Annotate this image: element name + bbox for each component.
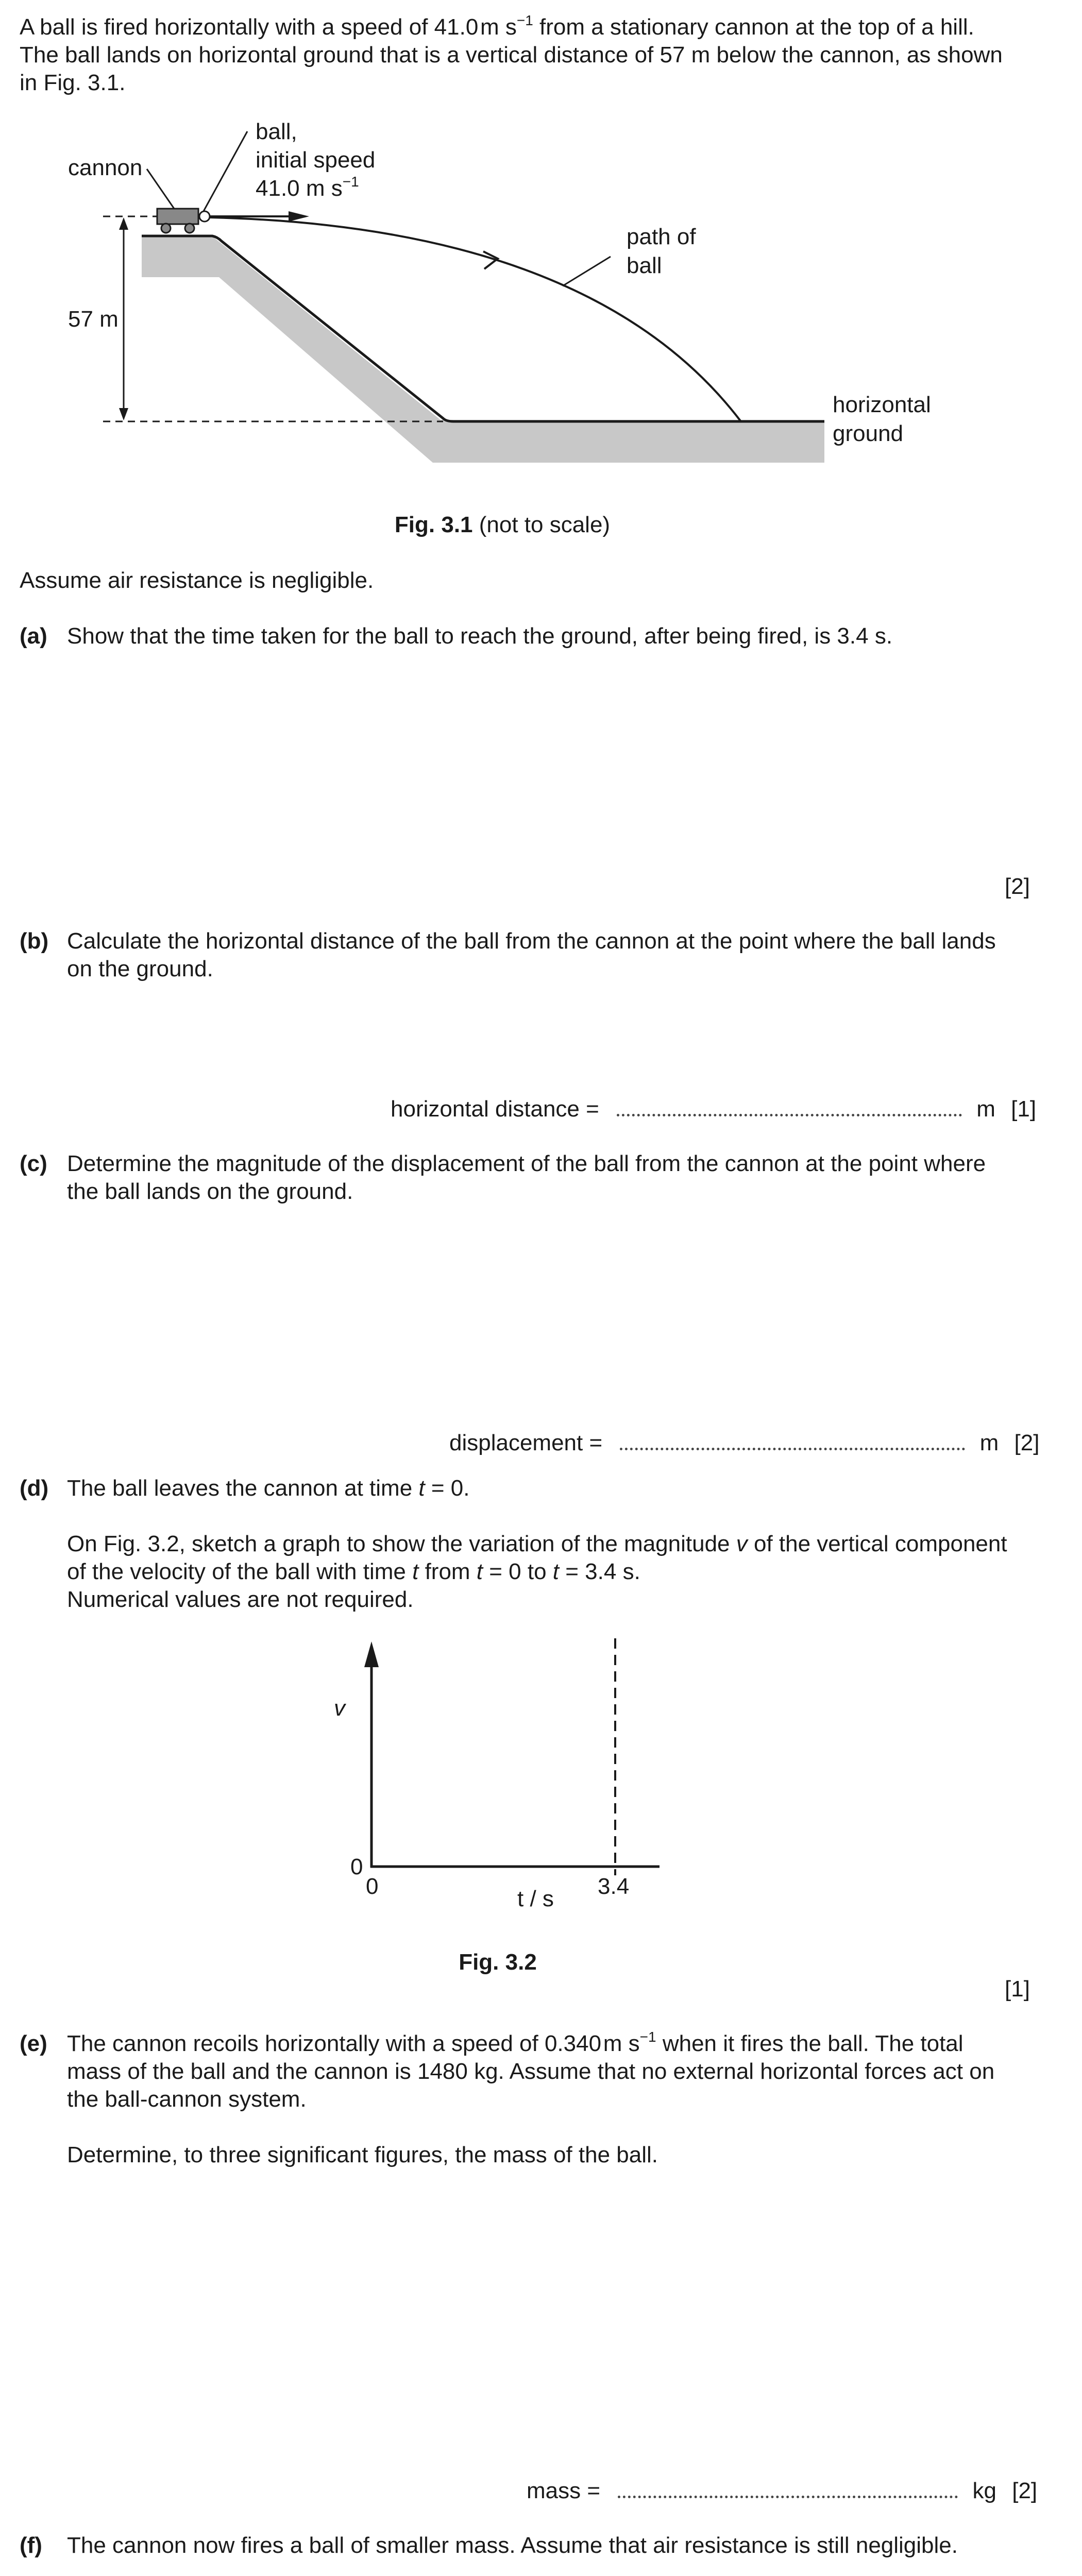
label-ball: ball, [256, 119, 297, 144]
speed-value: 41.0 m s [256, 176, 343, 201]
qc-line-2: the ball lands on the ground. [67, 1179, 353, 1204]
fig-3-1-caption-rest: (not to scale) [472, 512, 611, 537]
qe-answer-line[interactable] [618, 2478, 958, 2498]
qe-l1b: when it fires the ball. The total [656, 2031, 963, 2056]
fig32-y-arrow [364, 1641, 379, 1667]
qe-answer-row [527, 2477, 1037, 2505]
qb-unit: m [976, 1096, 995, 1122]
qd-t-2: t [412, 1559, 419, 1584]
fig32-y0: 0 [350, 1854, 363, 1879]
intro-line-1-b: from a stationary cannon at the top of a hill. [533, 14, 974, 40]
qd-p4: from [418, 1559, 477, 1584]
fig32-xlabel [517, 1886, 554, 1911]
qa-marks: [2] [1005, 874, 1030, 899]
intro-line-2: The ball lands on horizontal ground that is a vertical distance of 57 m below the cannon, as shown [20, 42, 1003, 67]
speed-sup: −1 [342, 174, 359, 190]
qd-l1b: = 0. [425, 1476, 470, 1501]
intro-unit: m s [480, 14, 517, 40]
fig32-x-mark: 3.4 [598, 1874, 630, 1899]
qc-answer-label: displacement = [449, 1430, 603, 1455]
qf-line-1: The cannon now fires a ball of smaller mass. Assume that air resistance is still negligible. [67, 2533, 958, 2558]
qe-label: (e) [20, 2031, 47, 2056]
qd-v: v [736, 1531, 748, 1556]
qa-text: Show that the time taken for the ball to reach the ground, after being fired, is 3.4 s. [67, 623, 893, 649]
fig32-xlabel-text: t / s [517, 1886, 554, 1911]
qd-l1a: The ball leaves the cannon at time [67, 1476, 419, 1501]
qd-p3: of the velocity of the ball with time [67, 1559, 413, 1584]
qe-line-4: Determine, to three significant figures, the mass of the ball. [67, 2142, 658, 2167]
qe-unit-sup: −1 [639, 2029, 656, 2045]
qd-para-line-3: Numerical values are not required. [67, 1587, 414, 1612]
label-ground-2: ground [833, 421, 904, 446]
label-height: 57 m [68, 307, 119, 332]
label-ground-1: horizontal [833, 392, 931, 417]
label-initial-speed: initial speed [256, 147, 376, 173]
qe-line-1 [67, 2030, 963, 2058]
qd-p2: of the vertical component [747, 1531, 1007, 1556]
fig32-x0: 0 [366, 1874, 379, 1899]
intro-unit-sup: −1 [516, 12, 533, 28]
qb-line-1: Calculate the horizontal distance of the ball from the cannon at the point where the ball lands [67, 928, 996, 954]
label-path-1: path of [627, 224, 696, 249]
qb-label: (b) [20, 928, 49, 954]
intro-line-3: in Fig. 3.1. [20, 70, 126, 95]
qd-p1: On Fig. 3.2, sketch a graph to show the variation of the magnitude [67, 1531, 736, 1556]
fig-3-1-caption-bold: Fig. 3.1 [394, 512, 473, 537]
qe-answer-label: mass = [527, 2478, 601, 2503]
qd-t-4: t [552, 1559, 560, 1584]
qd-p6: = 3.4 s. [559, 1559, 640, 1584]
qe-line-3: the ball-cannon system. [67, 2087, 307, 2112]
qc-marks: [2] [1014, 1430, 1040, 1455]
qe-marks: [2] [1012, 2478, 1038, 2503]
qb-marks: [1] [1011, 1096, 1037, 1122]
qd-marks: [1] [1005, 1976, 1030, 2002]
intro-line-1-a: A ball is fired horizontally with a speed of 41.0 [20, 14, 479, 40]
label-cannon: cannon [68, 155, 143, 180]
qc-line-1: Determine the magnitude of the displacement of the ball from the cannon at the point where [67, 1151, 986, 1176]
qe-unit-ms: m s [603, 2031, 640, 2056]
qd-p5: = 0 to [483, 1559, 553, 1584]
qa-label: (a) [20, 623, 47, 649]
qc-unit: m [979, 1430, 999, 1455]
qc-label: (c) [20, 1151, 47, 1176]
qe-line-2: mass of the ball and the cannon is 1480 kg. Assume that no external horizontal forces act on [67, 2059, 995, 2084]
assume-text: Assume air resistance is negligible. [20, 568, 374, 593]
qb-line-2: on the ground. [67, 956, 213, 981]
qe-l1a: The cannon recoils horizontally with a speed of 0.340 [67, 2031, 602, 2056]
qe-unit: kg [972, 2478, 996, 2503]
fig32-ylabel: v [334, 1696, 345, 1721]
label-path-2: ball [627, 253, 662, 278]
qf-label: (f) [20, 2533, 42, 2558]
qd-t-3: t [476, 1559, 483, 1584]
qb-answer-label: horizontal distance = [391, 1096, 599, 1122]
qd-label: (d) [20, 1476, 49, 1501]
fig-3-2-caption: Fig. 3.2 [459, 1950, 537, 1975]
qd-t-1: t [418, 1476, 425, 1501]
